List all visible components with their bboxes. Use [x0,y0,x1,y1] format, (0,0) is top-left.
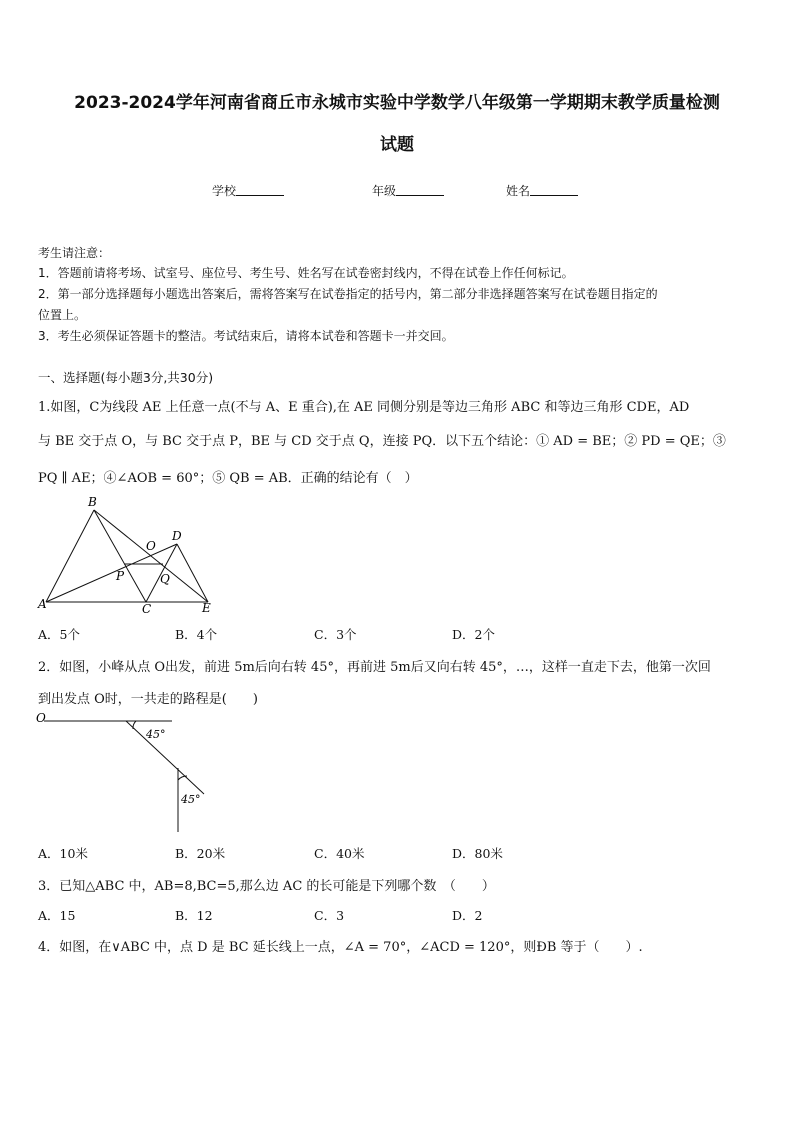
label-o: O [36,711,46,725]
q2-line1: 2．如图，小峰从点 O出发，前进 5m后向右转 45°，再前进 5m后又向右转 45°，…，这样一直走下去，他第一次回 [38,660,711,675]
notice-item-3: 3．考生必须保证答题卡的整洁。考试结束后，请将本试卷和答题卡一并交回。 [38,329,454,343]
q2-option-c[interactable]: C．40米 [314,846,365,861]
document-title-line1: 2023-2024学年河南省商丘市永城市实验中学数学八年级第一学期期末教学质量检测 [74,93,720,113]
document-title-line2: 试题 [380,135,414,155]
angle-label-2: 45° [181,793,201,806]
q1-option-c[interactable]: C．3个 [314,627,357,642]
q1-option-d[interactable]: D．2个 [452,627,495,642]
q1-triangle-figure [36,494,222,616]
line-be [94,510,208,602]
q3-option-a[interactable]: A．15 [38,908,76,923]
label-o: O [146,539,156,553]
q1-option-b[interactable]: B．4个 [175,627,218,642]
name-field [506,182,578,199]
school-label: 学校 [212,184,237,198]
q3-line1: 3．已知△ABC 中，AB=8,BC=5,那么边 AC 的长可能是下列哪个数 （ ） [38,879,495,894]
line-ad [46,544,177,602]
q2-option-a[interactable]: A．10米 [38,846,88,861]
grade-label: 年级 [372,184,397,198]
grade-field [372,182,444,199]
school-blank [236,184,284,196]
q3-option-d[interactable]: D．2 [452,908,483,923]
q4-line1: 4．如图，在∨ABC 中，点 D 是 BC 延长线上一点，∠A = 70°，∠ACD = 120°，则ÐB 等于（ ）. [38,940,643,955]
q2-line2: 到出发点 O时，一共走的路程是( ) [38,692,258,707]
angle-label-1: 45° [146,728,166,741]
label-a: A [38,597,47,611]
q1-line1: 1.如图，C为线段 AE 上任意一点(不与 A、E 重合),在 AE 同侧分别是等边三角形 ABC 和等边三角形 CDE，AD [38,400,690,415]
q1-option-a[interactable]: A．5个 [38,627,80,642]
notice-item-1: 1．答题前请将考场、试室号、座位号、考生号、姓名写在试卷密封线内，不得在试卷上作任何标记。 [38,266,574,280]
notice-item-2-cont: 位置上。 [38,308,87,322]
school-field [212,182,284,199]
q3-option-b[interactable]: B．12 [175,908,213,923]
q2-option-d[interactable]: D．80米 [452,846,503,861]
grade-blank [396,184,444,196]
notice-heading: 考生请注意： [38,246,111,260]
name-label: 姓名 [506,184,531,198]
label-c: C [142,602,152,616]
q2-option-b[interactable]: B．20米 [175,846,226,861]
section-heading: 一、选择题(每小题3分,共30分) [38,370,214,385]
label-p: P [116,569,125,583]
q1-line3: PQ ∥ AE；④∠AOB = 60°；⑤ QB = AB．正确的结论有（ ） [38,471,418,486]
label-e: E [202,601,211,615]
line-bc [94,510,146,602]
label-q: Q [160,572,170,586]
angle-arc-1 [133,721,136,729]
q2-path-figure [34,708,214,834]
label-b: B [88,495,97,509]
name-blank [530,184,578,196]
label-d: D [172,529,182,543]
line-ab [46,510,94,602]
notice-item-2: 2．第一部分选择题每小题选出答案后，需将答案写在试卷指定的括号内，第二部分非选择题答案写在试卷题目指定的 [38,287,658,301]
q3-option-c[interactable]: C．3 [314,908,345,923]
q1-line2: 与 BE 交于点 O，与 BC 交于点 P，BE 与 CD 交于点 Q，连接 PQ．以下五个结论：① AD = BE；② PD = QE；③ [38,434,726,449]
line-de [177,544,208,602]
